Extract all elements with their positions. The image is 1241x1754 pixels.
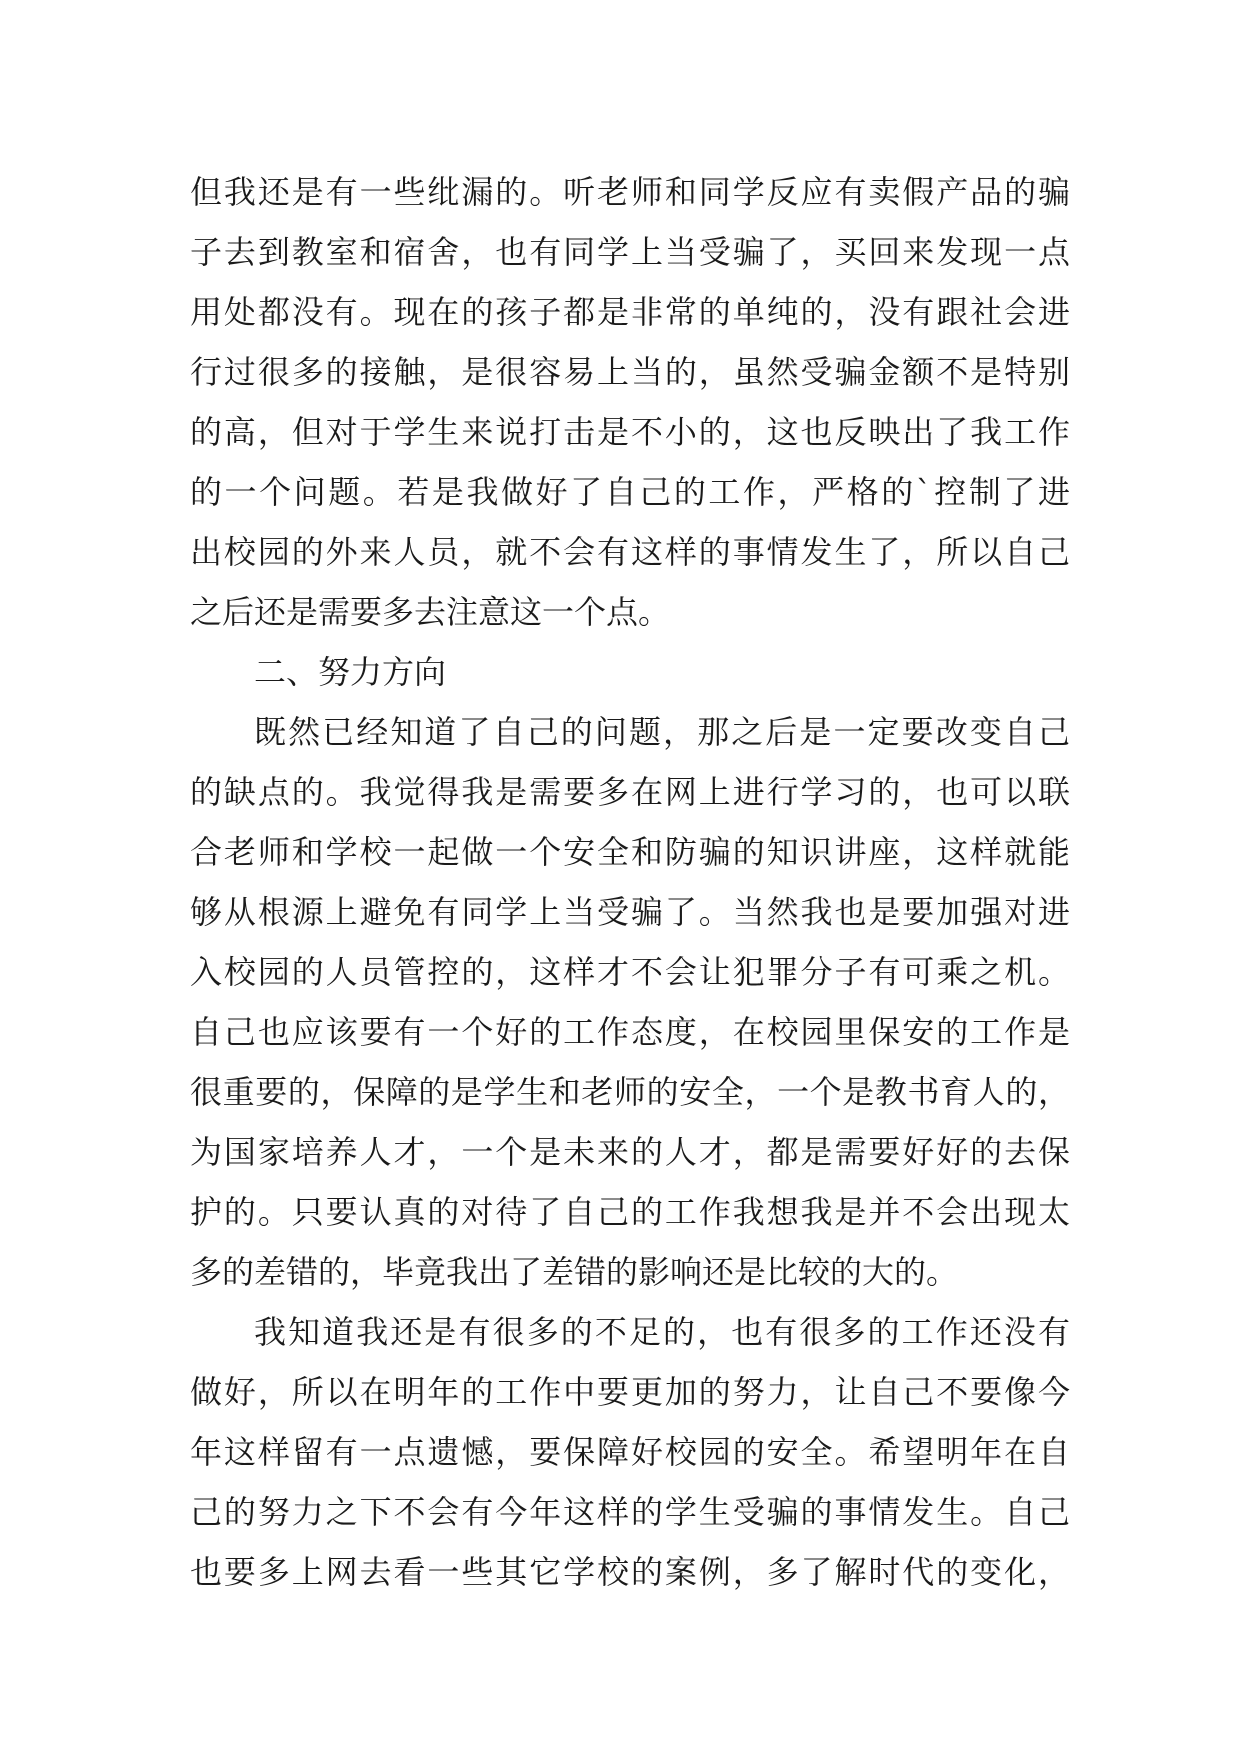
text-line: 但我还是有一些纰漏的。听老师和同学反应有卖假产品的骗 xyxy=(190,173,1070,211)
text-line: 我知道我还是有很多的不足的，也有很多的工作还没有 xyxy=(254,1313,1070,1351)
text-line: 护的。只要认真的对待了自己的工作我想我是并不会出现太 xyxy=(190,1193,1070,1231)
text-line: 年这样留有一点遗憾，要保障好校园的安全。希望明年在自 xyxy=(190,1433,1070,1471)
text-line: 子去到教室和宿舍，也有同学上当受骗了，买回来发现一点 xyxy=(190,233,1070,271)
text-line: 合老师和学校一起做一个安全和防骗的知识讲座，这样就能 xyxy=(190,833,1070,871)
text-line: 也要多上网去看一些其它学校的案例，多了解时代的变化， xyxy=(190,1553,1070,1591)
text-line: 多的差错的，毕竟我出了差错的影响还是比较的大的。 xyxy=(190,1253,959,1291)
text-line: 用处都没有。现在的孩子都是非常的单纯的，没有跟社会进 xyxy=(190,293,1070,331)
text-line: 为国家培养人才，一个是未来的人才，都是需要好好的去保 xyxy=(190,1133,1070,1171)
text-line: 够从根源上避免有同学上当受骗了。当然我也是要加强对进 xyxy=(190,893,1070,931)
text-line: 既然已经知道了自己的问题，那之后是一定要改变自己 xyxy=(254,713,1070,751)
text-line: 的高，但对于学生来说打击是不小的，这也反映出了我工作 xyxy=(190,413,1070,451)
text-line: 的一个问题。若是我做好了自己的工作，严格的`控制了进 xyxy=(190,473,1070,511)
text-line: 做好，所以在明年的工作中要更加的努力，让自己不要像今 xyxy=(190,1373,1070,1411)
text-line: 己的努力之下不会有今年这样的学生受骗的事情发生。自己 xyxy=(190,1493,1070,1531)
text-line: 之后还是需要多去注意这一个点。 xyxy=(190,593,671,631)
section-heading: 二、努力方向 xyxy=(254,653,447,691)
body-text xyxy=(190,162,1070,1602)
text-line: 入校园的人员管控的，这样才不会让犯罪分子有可乘之机。 xyxy=(190,953,1070,991)
text-line: 行过很多的接触，是很容易上当的，虽然受骗金额不是特别 xyxy=(190,353,1070,391)
text-line: 很重要的，保障的是学生和老师的安全，一个是教书育人的， xyxy=(190,1073,1070,1111)
text-line: 自己也应该要有一个好的工作态度，在校园里保安的工作是 xyxy=(190,1013,1070,1051)
text-line: 出校园的外来人员，就不会有这样的事情发生了，所以自己 xyxy=(190,533,1070,571)
text-line: 的缺点的。我觉得我是需要多在网上进行学习的，也可以联 xyxy=(190,773,1070,811)
